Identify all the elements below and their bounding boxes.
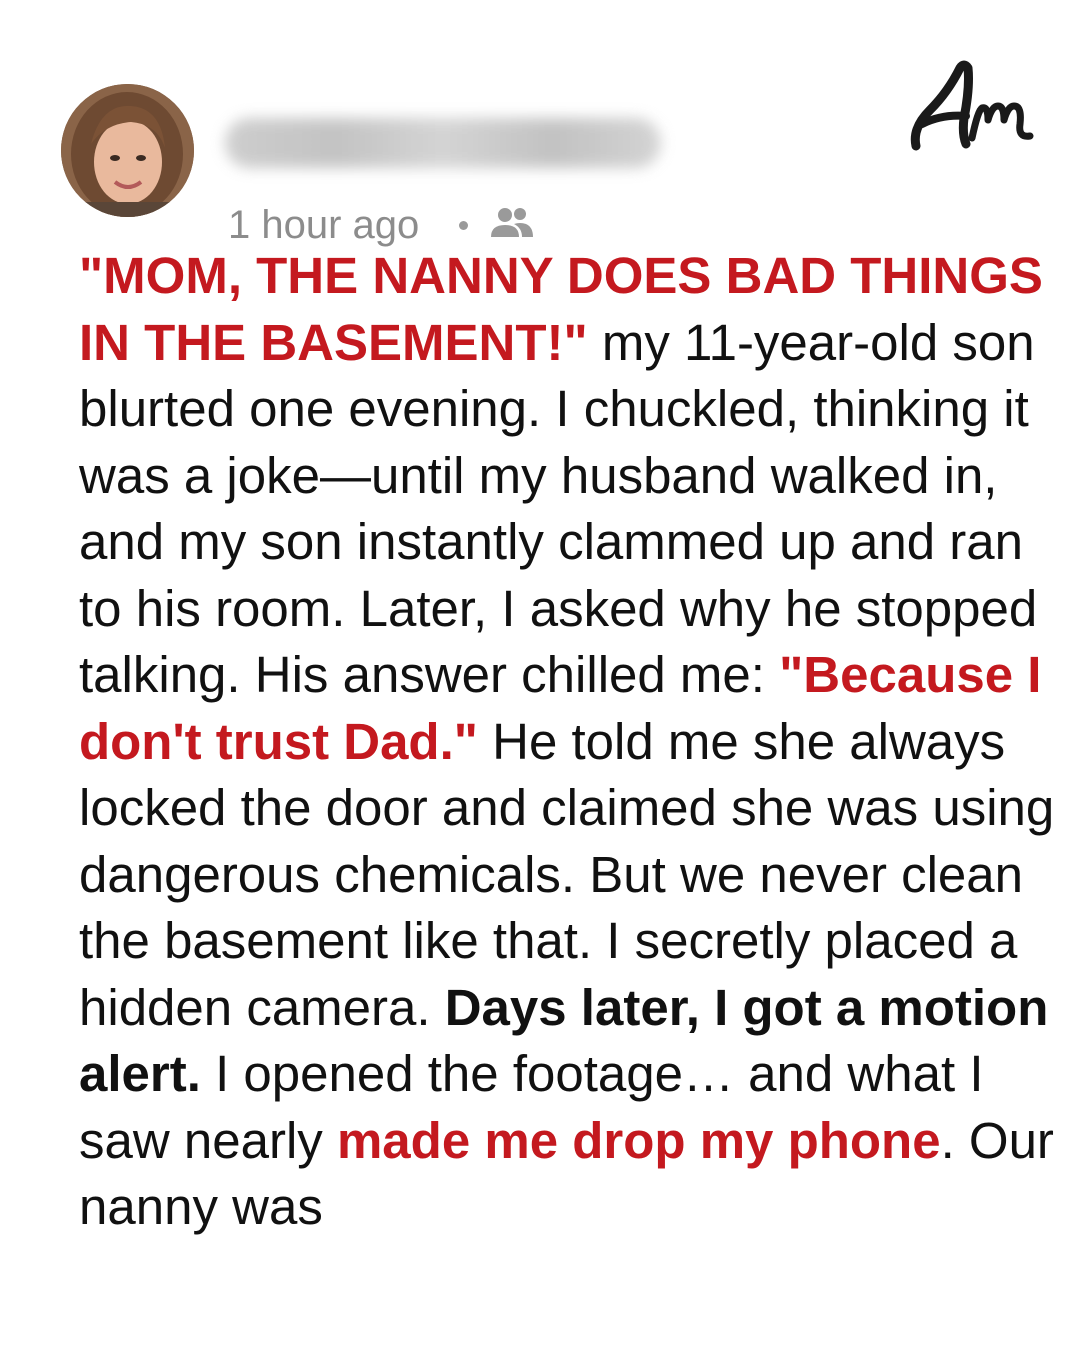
story-paragraph-1: my 11-year-old son blurted one evening. I chuckled, thinking it was a joke—until my husband walked in, and my son instantly clammed up and ran to his room. Later, I asked why he stopped talking. His answer chilled me: (79, 313, 1038, 703)
brand-logo[interactable] (908, 58, 1043, 158)
story-paragraph-4: . Our nanny was (79, 1111, 1054, 1235)
am-logo-icon (908, 58, 1043, 158)
story-quote: "Because I don't trust Dad." (79, 646, 1042, 770)
avatar[interactable] (61, 84, 194, 217)
separator-dot (459, 221, 468, 230)
timestamp: 1 hour ago (228, 203, 420, 247)
story-red-phrase: made me drop my phone (336, 1111, 941, 1169)
story-paragraph-2: He told me she always locked the door and claimed she was using dangerous chemicals. But we never clean the basement like that. I secretly placed a hidden camera. (79, 712, 1055, 1036)
story-bold-phrase: Days later, I got a motion alert. (79, 978, 1049, 1102)
story-paragraph-3: I opened the footage… and what I saw nearly (79, 1045, 984, 1169)
username-blurred[interactable] (225, 118, 661, 168)
story-text (79, 243, 1059, 1241)
avatar-image (61, 84, 194, 217)
story-headline: "MOM, THE NANNY DOES BAD THINGS IN THE BASEMENT!" (79, 247, 1043, 371)
